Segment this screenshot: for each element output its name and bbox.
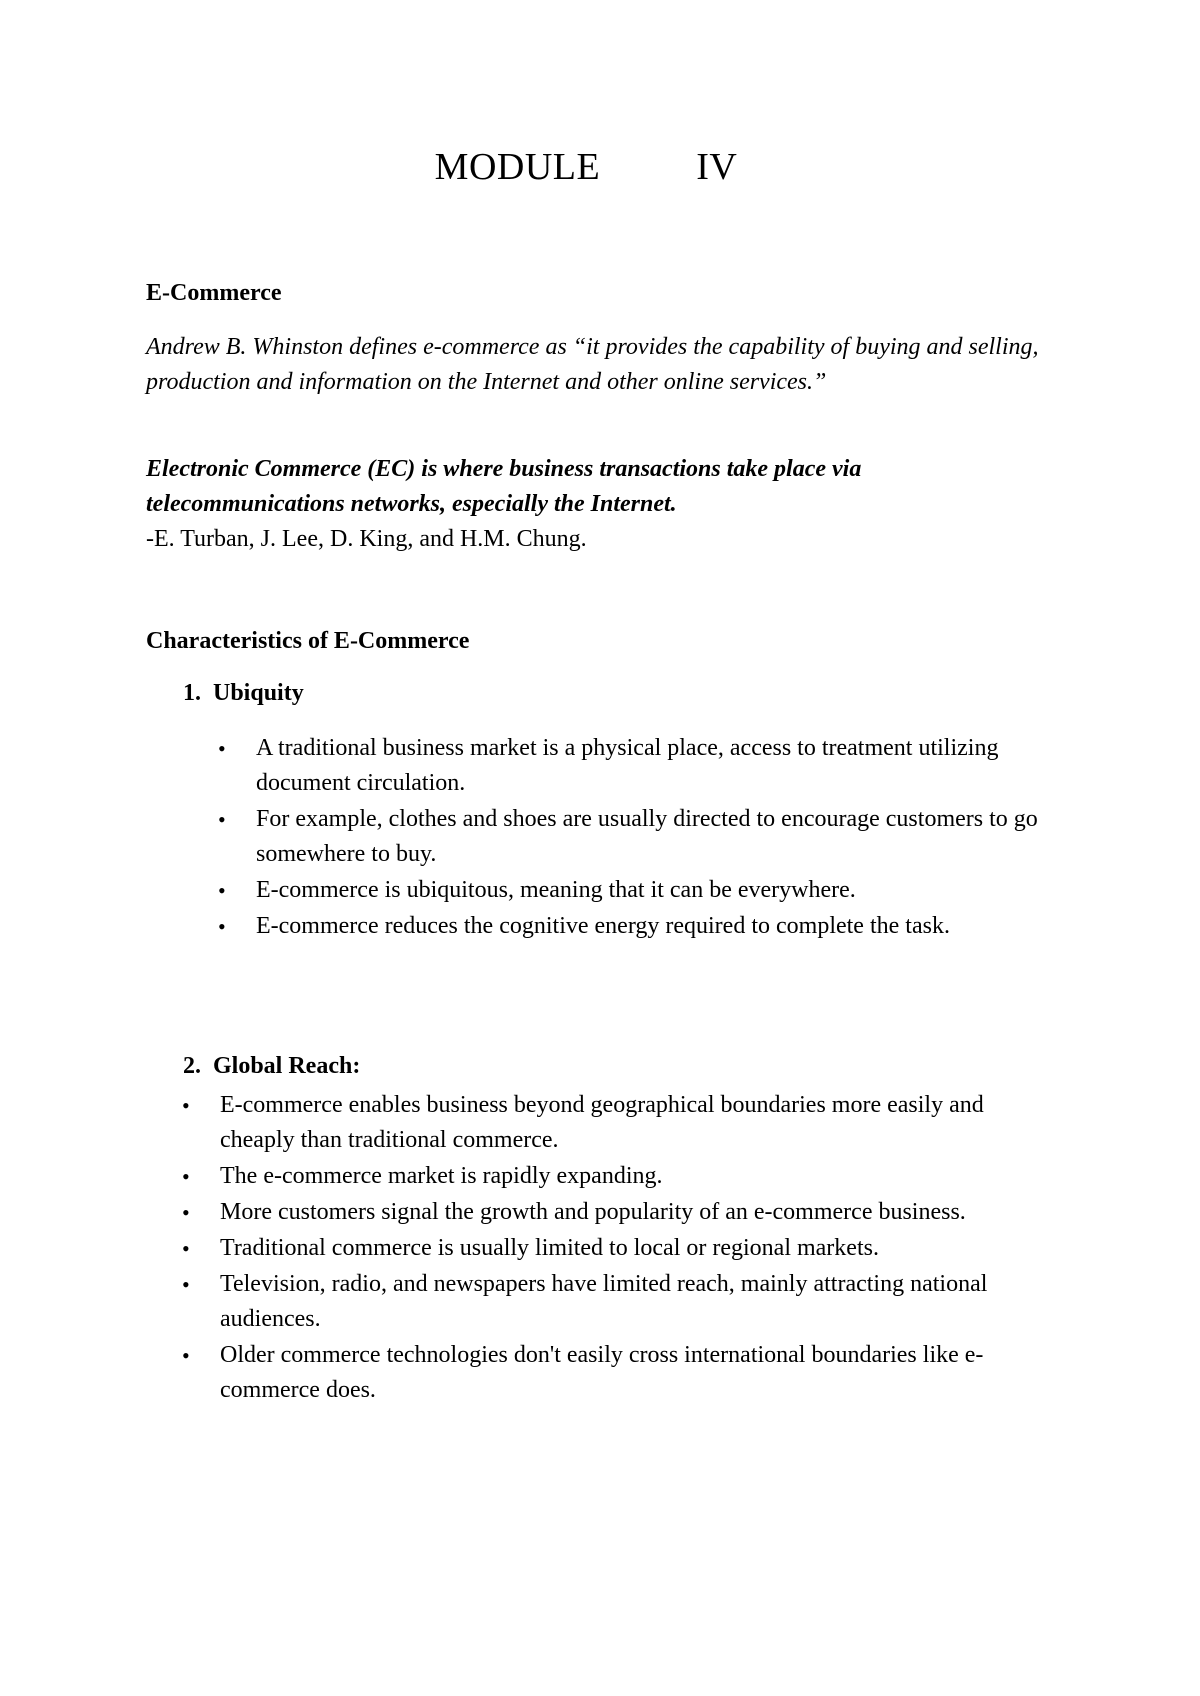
bullet-list-ubiquity: [218, 731, 1058, 945]
item-number: 2.: [183, 1053, 201, 1079]
bullet-icon: •: [182, 1236, 190, 1261]
list-item: [218, 909, 1058, 944]
numbered-item-global-reach: [183, 1053, 360, 1080]
list-item-text: Older commerce technologies don't easily cross international boundaries like e-commerce does.: [220, 1342, 984, 1403]
list-item: [218, 802, 1058, 872]
list-item: [182, 1267, 1062, 1337]
bullet-icon: •: [182, 1164, 190, 1189]
item-label: Ubiquity: [213, 680, 304, 706]
numbered-item-ubiquity: [183, 680, 304, 707]
list-item: [218, 731, 1058, 801]
list-item: [218, 873, 1058, 908]
list-item-text: More customers signal the growth and popularity of an e-commerce business.: [220, 1199, 966, 1225]
list-item-text: For example, clothes and shoes are usually directed to encourage customers to go somewhere to buy.: [256, 806, 1038, 867]
item-number: 1.: [183, 680, 201, 706]
bullet-icon: •: [218, 878, 226, 903]
list-item: [182, 1338, 1062, 1408]
list-item-text: E-commerce enables business beyond geographical boundaries more easily and cheaply than traditional commerce.: [220, 1092, 984, 1153]
definition-attribution: -E. Turban, J. Lee, D. King, and H.M. Chung.: [146, 526, 587, 552]
bullet-icon: •: [218, 914, 226, 939]
ec-definition: Electronic Commerce (EC) is where business transactions take place via telecommunications networks, especially the Internet.: [146, 456, 862, 517]
section-heading-characteristics: Characteristics of E-Commerce: [146, 628, 470, 654]
list-item: [182, 1195, 1062, 1230]
bullet-icon: •: [182, 1200, 190, 1225]
page-title: MODULE IV: [434, 146, 738, 188]
list-item-text: A traditional business market is a physical place, access to treatment utilizing document circulation.: [256, 735, 999, 796]
list-item: [182, 1231, 1062, 1266]
bullet-icon: •: [218, 736, 226, 761]
bullet-icon: •: [182, 1343, 190, 1368]
list-item: [182, 1088, 1062, 1158]
bullet-icon: •: [182, 1093, 190, 1118]
list-item-text: Television, radio, and newspapers have limited reach, mainly attracting national audiences.: [220, 1271, 988, 1332]
list-item-text: E-commerce is ubiquitous, meaning that it can be everywhere.: [256, 877, 856, 903]
list-item: [182, 1159, 1062, 1194]
item-label: Global Reach:: [213, 1053, 361, 1079]
list-item-text: E-commerce reduces the cognitive energy required to complete the task.: [256, 913, 950, 939]
section-heading-ecommerce: E-Commerce: [146, 280, 282, 306]
bullet-list-global-reach: [182, 1088, 1062, 1409]
list-item-text: Traditional commerce is usually limited to local or regional markets.: [220, 1235, 879, 1261]
whinston-quote: Andrew B. Whinston defines e-commerce as “it provides the capability of buying and selling, production and information on the Internet and other online services.”: [146, 334, 1039, 395]
bullet-icon: •: [182, 1272, 190, 1297]
bullet-icon: •: [218, 807, 226, 832]
list-item-text: The e-commerce market is rapidly expanding.: [220, 1163, 663, 1189]
